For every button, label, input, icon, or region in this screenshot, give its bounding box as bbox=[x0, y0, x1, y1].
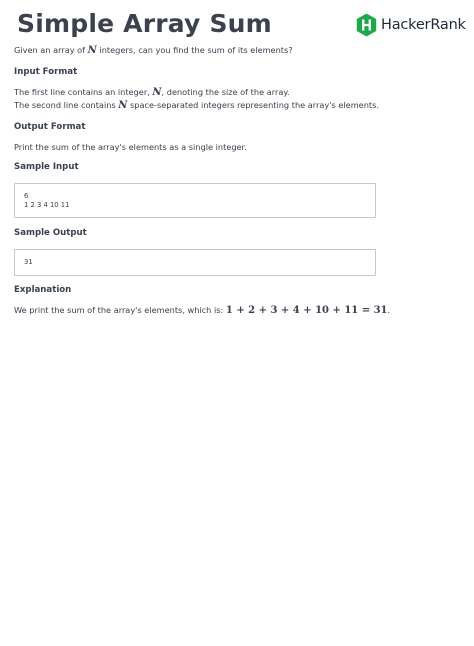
math-variable-n: N bbox=[118, 100, 128, 111]
input-line1-pre: The first line contains an integer, bbox=[14, 86, 153, 97]
problem-body bbox=[14, 44, 391, 317]
sample-output-heading: Sample Output bbox=[14, 228, 87, 238]
math-variable-n: N bbox=[152, 86, 162, 98]
output-format-text: Print the sum of the array's elements as a single integer. bbox=[14, 141, 247, 152]
sample-input-line: 6 bbox=[24, 192, 29, 200]
explanation-post: . bbox=[387, 304, 391, 315]
input-line1-post: , denoting the size of the array. bbox=[161, 86, 290, 97]
input-format-line-2 bbox=[14, 99, 379, 113]
problem-statement bbox=[14, 44, 376, 58]
input-format-line-1 bbox=[14, 86, 376, 100]
explanation-heading: Explanation bbox=[14, 284, 72, 295]
sample-input-line: 1 2 3 4 10 11 bbox=[24, 200, 70, 209]
hackerrank-logo-icon bbox=[356, 13, 377, 37]
explanation-text bbox=[14, 304, 391, 318]
sample-output-line: 31 bbox=[24, 258, 33, 266]
explanation-pre: We print the sum of the array's elements, which is: bbox=[14, 304, 226, 315]
problem-title: Simple Array Sum bbox=[17, 9, 272, 38]
input-format-heading: Input Format bbox=[14, 66, 78, 77]
sample-input-heading: Sample Input bbox=[14, 162, 79, 172]
hackerrank-brand[interactable] bbox=[356, 13, 466, 37]
input-line2-pre: The second line contains bbox=[14, 100, 119, 110]
math-variable-n: N bbox=[87, 45, 97, 56]
explanation-math: 1 + 2 + 3 + 4 + 10 + 11 = 31 bbox=[225, 304, 388, 316]
statement-pre: Given an array of bbox=[14, 45, 88, 55]
sample-output-box[interactable] bbox=[14, 249, 376, 276]
sample-input-box[interactable] bbox=[14, 183, 376, 218]
input-line2-post: space-separated integers representing the array's elements. bbox=[127, 100, 379, 110]
brand-name: HackerRank bbox=[381, 17, 466, 33]
statement-post: integers, can you find the sum of its elements? bbox=[96, 45, 293, 55]
output-format-heading: Output Format bbox=[14, 121, 86, 132]
